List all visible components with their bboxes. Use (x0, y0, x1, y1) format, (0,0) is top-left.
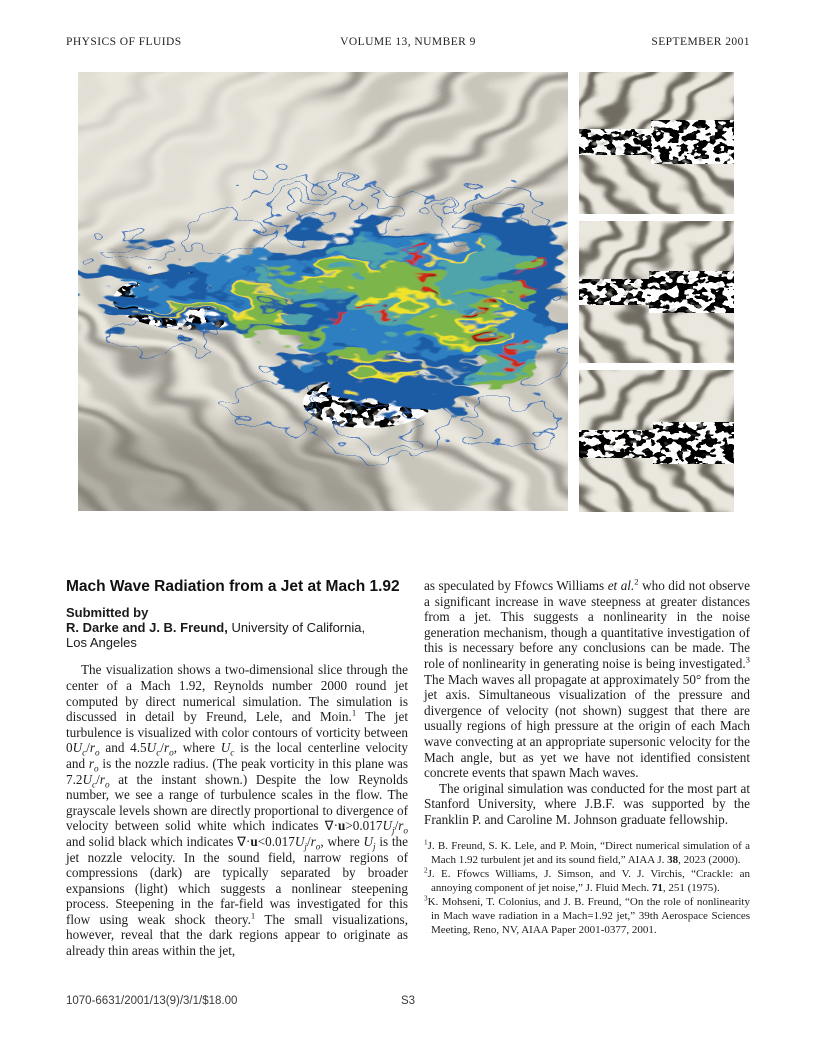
small-visualization-3 (579, 370, 734, 512)
small-visualization-2 (579, 221, 734, 363)
footer-page-number: S3 (400, 995, 416, 1007)
small-visualization-stack (579, 72, 734, 512)
small-visualization-1 (579, 72, 734, 214)
article-body (66, 578, 750, 959)
body-paragraph: as speculated by Ffowcs Williams et al.$^2$ who did not observe a significant increase in wave steepness at greater distances from a jet. This suggests a nonlinearity in the noise generation mechanism, though a quantitative investigation of this is necessary before any conclusions can be made. The role of nonlinearity in generating noise is being investigated.$^3$ The Mach waves all propagate at approximately 50° from the jet axis. Simultaneous visualization of the pressure and divergence of velocity (not shown) suggest that there are usually regions of high pressure at the origin of each Mach wave convecting at an appropriate supersonic velocity for the Mach angle, but as yet we have not identified consistent concrete events that spawn Mach waves. (424, 576, 750, 781)
left-column (66, 578, 408, 959)
submitted-by-label: Submitted by (66, 605, 149, 620)
footer-issn-code: 1070-6631/2001/13(9)/3/1/$18.00 (66, 995, 238, 1007)
issue-date: SEPTEMBER 2001 (651, 36, 750, 48)
volume-issue: VOLUME 13, NUMBER 9 (340, 36, 476, 48)
article-title: Mach Wave Radiation from a Jet at Mach 1.92 (66, 578, 400, 595)
authors-byline (66, 606, 408, 650)
body-paragraph: The visualization shows a two-dimensional slice through the center of a Mach 1.92, Reynolds number 2000 round jet computed by direct numerical simulation. The simulation is discussed in detail by Freund, Lele, and Moin.$^1$ The jet turbulence is visualized with color contours of vorticity between $0U_c/r_o$ and $4.5U_c/r_o$, where $U_c$ is the local centerline velocity and $r_o$ is the nozzle radius. (The peak vorticity in this plane was $7.2U_c/r_o$ at the instant shown.) Despite the low Reynolds number, we see a range of turbulence scales in the flow. The grayscale levels shown are directly proportional to divergence of velocity between solid white which indicates $\nabla\cdot u>0.017U_j/r_o$ and solid black which indicates $\nabla\cdot u<0.017U_j/r_o$, where $U_j$ is the jet nozzle velocity. In the sound field, narrow regions of compressions (dark) are typically separated by broader expansions (light) which suggests a nonlinear steepening process. Steepening in the far-field was investigated for this flow using weak shock theory.$^1$ The small visualizations, however, reveal that the dark regions appear to originate as already thin areas within the jet, (66, 662, 409, 959)
body-paragraph: The original simulation was conducted for the most part at Stanford University, where J.B.F. was supported by the Franklin P. and Caroline M. Johnson graduate fellowship. (424, 780, 750, 827)
footnote: $^2$J. E. Ffowcs Williams, J. Simson, and V. J. Virchis, “Crackle: an annoying component of jet noise,” J. Fluid Mech. 71, 251 (1975). (424, 865, 750, 894)
right-column (424, 578, 750, 959)
journal-name: PHYSICS OF FLUIDS (66, 36, 182, 48)
footnote: $^1$J. B. Freund, S. K. Lele, and P. Moin, “Direct numerical simulation of a Mach 1.92 turbulent jet and its sound field,” AIAA J. 38, 2023 (2000). (424, 837, 750, 866)
main-visualization (78, 72, 568, 511)
figure-panel (78, 72, 734, 512)
footnotes (424, 839, 750, 937)
author-affiliation: R. Darke and J. B. Freund, University of California, Los Angeles (66, 619, 366, 650)
footnote: $^3$K. Mohseni, T. Colonius, and J. B. Freund, “On the role of nonlinearity in Mach wave radiation in a Mach=1.92 jet,” 39th Aerospace Sciences Meeting, Reno, NV, AIAA Paper 2001-0377, 2001. (424, 893, 750, 936)
